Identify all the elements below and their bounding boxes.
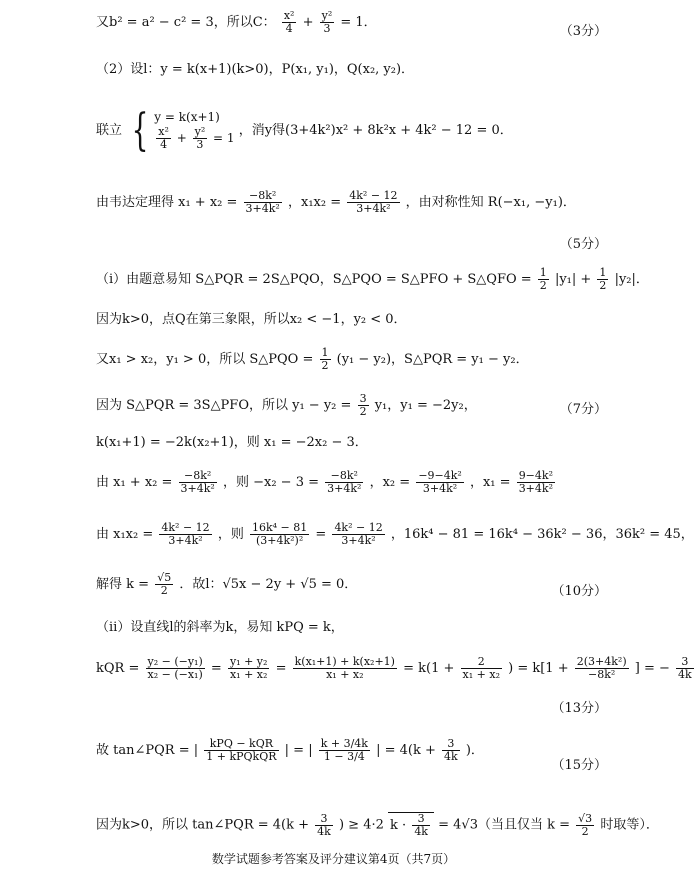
line-11: 由 x₁x₂ = $\frac{\text{4k² − 12}}{\text{3+4k²}}$ ，则 $\frac{\text{16k⁴ − 81}}{\text{(3+4k²)²}}$ = $\frac{\text{4k² − 12}}{\text{3+4k²}}$ ，16k⁴ − 81 = 16k⁴ − 36k² − 36，36k² = 45， xyxy=(96,521,694,547)
line-8: 因为 S△PQR = 3S△PFO，所以 y₁ − y₂ = $\frac{3}{2}$ y₁，y₁ = −2y₂， xyxy=(96,392,477,418)
line-2: （2）设l：y = k(x+1)(k>0)，P(x₁, y₁)，Q(x₂, y₂)． xyxy=(96,62,415,77)
line-12: 解得 k = $\frac{√5}{2}$ ．故l：√5x − 2y + √5 = 0． xyxy=(96,571,358,597)
score-10: （10分） xyxy=(551,584,607,599)
equation-system: y = k(x+1) $\frac{\text{x²}}{4}$ + $\frac{\text{y²}}{3}$ = 1 xyxy=(154,110,235,151)
score-7: （7分） xyxy=(559,402,607,417)
line-14: kQR = $\frac{\text{y₂ − (−y₁)}}{\text{x₂ − (−x₁)}}$ = $\frac{\text{y₁ + y₂}}{\text{x₁ + x₂}}$ = $\frac{\text{k(x₁+1) + k(x₂+1)}}{\text{x₁ + x₂}}$ = k(1 + $\frac{2}{\text{x₁ + x₂}}$ ) = k[1 + $\frac{\text{2(3+4k²)}}{\text{−8k²}}$ ] = − $\frac{3}{4k}$ xyxy=(96,655,692,681)
score-15: （15分） xyxy=(551,758,607,773)
line-16: 因为k>0，所以 tan∠PQR = 4(k + $\frac{3}{4k}$ ) ≥ 4·2 k · $\frac{3}{4k}$ = 4√3（当且仅当 k = $\frac{√3}{2}$ 时取等）． xyxy=(96,811,659,838)
line-3: 联立 { y = k(x+1) $\frac{\text{x²}}{4}$ + $\frac{\text{y²}}{3}$ = 1 ，消y得(3+4k²)x² + 8k²x + 4k² − 12 = 0． xyxy=(96,104,513,156)
sqrt-expression: k · $\frac{3}{4k}$ xyxy=(388,812,434,838)
line-7: 又x₁ > x₂，y₁ > 0，所以 S△PQO = $\frac{1}{2}$ (y₁ − y₂)，S△PQR = y₁ − y₂． xyxy=(96,346,529,372)
line-1: 又b² = a² − c² = 3，所以C： $\frac{\text{x²}}{4}$ + $\frac{\text{y²}}{3}$ = 1． xyxy=(96,9,377,35)
score-3: （3分） xyxy=(559,24,607,39)
line-6: 因为k>0，点Q在第三象限，所以x₂ < −1，y₂ < 0． xyxy=(96,312,407,327)
line-13: （ⅱ）设直线l的斜率为k，易知 kPQ = k， xyxy=(96,620,344,635)
page-footer: 数学试题参考答案及评分建议第4页（共7页） xyxy=(211,852,456,866)
line-4: 由韦达定理得 x₁ + x₂ = $\frac{\text{−8k²}}{\text{3+4k²}}$ ，x₁x₂ = $\frac{\text{4k² − 12}}{\text{3+4k²}}$ ，由对称性知 R(−x₁, −y₁)． xyxy=(96,189,576,215)
line-9: k(x₁+1) = −2k(x₂+1)，则 x₁ = −2x₂ − 3． xyxy=(96,435,368,450)
score-5: （5分） xyxy=(559,237,607,252)
line-5: （ⅰ）由题意易知 S△PQR = 2S△PQO，S△PQO = S△PFO + S△QFO = $\frac{1}{2}$ |y₁| + $\frac{1}{2}$ |y₂|． xyxy=(96,266,649,292)
system-brace: { xyxy=(131,104,149,156)
score-13: （13分） xyxy=(551,701,607,716)
line-15: 故 tan∠PQR = | $\frac{\text{kPQ − kQR}}{\text{1 + kPQkQR}}$ | = | $\frac{k + 3/4k}{1 - 3/4}$ | = 4(k + $\frac{3}{4k}$ )． xyxy=(96,737,484,763)
fraction-y2-3: $\frac{\text{y²}}{3}$ xyxy=(321,9,333,35)
fraction-x2-4: $\frac{\text{x²}}{4}$ xyxy=(283,9,295,35)
line-10: 由 x₁ + x₂ = $\frac{\text{−8k²}}{\text{3+4k²}}$ ，则 −x₂ − 3 = $\frac{\text{−8k²}}{\text{3+4k²}}$ ，x₂ = $\frac{\text{−9−4k²}}{\text{3+4k²}}$ ，x₁ = $\frac{\text{9−4k²}}{\text{3+4k²}}$ xyxy=(96,469,553,495)
